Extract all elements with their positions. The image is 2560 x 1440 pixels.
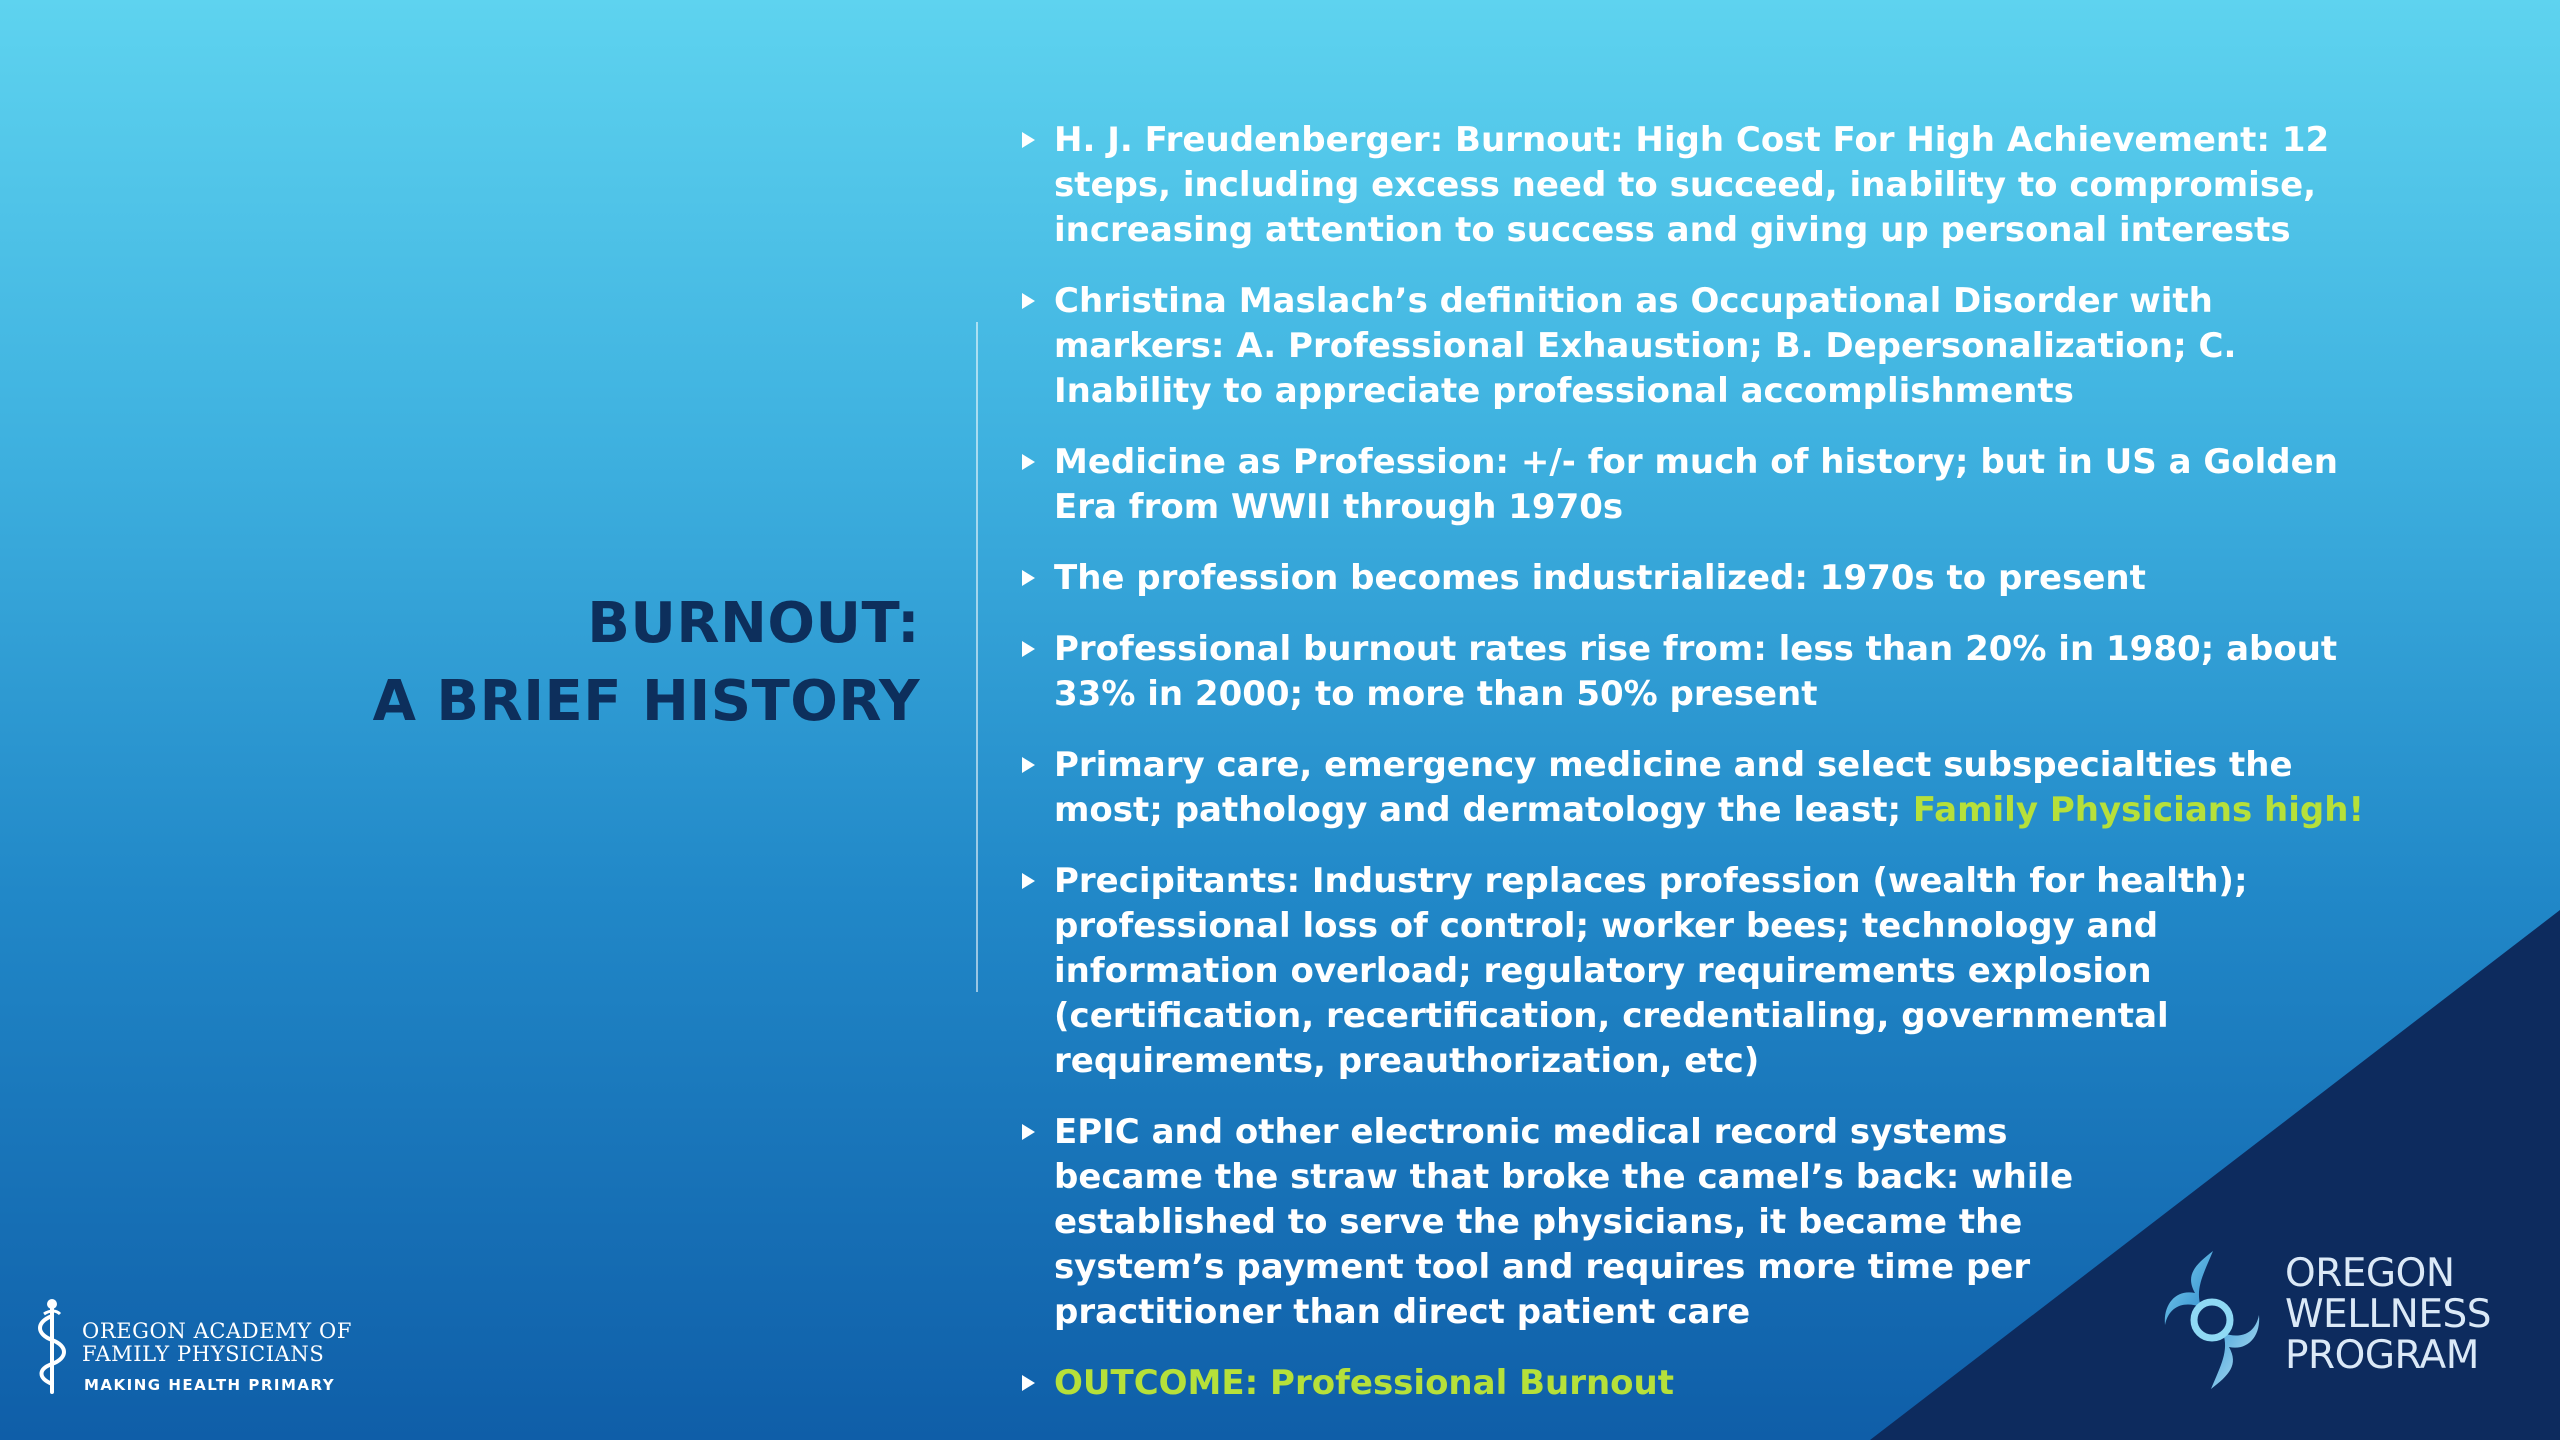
- triangle-bullet-icon: [1022, 873, 1035, 889]
- bullet-text: EPIC and other electronic medical record systems became the straw that broke the camel’s back: while established to serve the physicians, it became the system’s payment tool and requires more time per practitioner than direct patient care: [1054, 1112, 2074, 1332]
- owp-logo: [2155, 1245, 2535, 1395]
- bullet-item: [1018, 279, 2378, 414]
- owp-name-line-3: PROGRAM: [2285, 1333, 2479, 1378]
- triangle-bullet-icon: [1022, 757, 1035, 773]
- owp-name: [2285, 1253, 2491, 1376]
- bullet-item: [1018, 859, 2378, 1084]
- bullet-highlight: Family Physicians high!: [1912, 790, 2364, 830]
- bullet-text: The profession becomes industrialized: 1970s to present: [1054, 558, 2146, 598]
- oafp-name-line-2: FAMILY PHYSICIANS: [82, 1342, 325, 1366]
- oafp-tagline: MAKING HEALTH PRIMARY: [84, 1376, 336, 1394]
- triangle-bullet-icon: [1022, 641, 1035, 657]
- bullet-item: [1018, 627, 2378, 717]
- oafp-name-line-1: OREGON ACADEMY OF: [82, 1319, 352, 1343]
- bullet-text: H. J. Freudenberger: Burnout: High Cost For High Achievement: 12 steps, including excess need to succeed, inability to compromise, increasing attention to success and giving up personal interests: [1054, 120, 2330, 250]
- bullet-text: Christina Maslach’s definition as Occupational Disorder with markers: A. Professional Exhaustion; B. Depersonalization; C. Inability to appreciate professional accomplishments: [1054, 281, 2237, 411]
- slide-title: [373, 585, 920, 741]
- oafp-name: [82, 1320, 352, 1366]
- bullet-text: Medicine as Profession: +/- for much of history; but in US a Golden Era from WWII through 1970s: [1054, 442, 2338, 527]
- wellness-swirl-icon: [2155, 1245, 2270, 1395]
- bullet-item: [1018, 440, 2378, 530]
- bullet-item: [1018, 118, 2378, 253]
- bullet-list: [1018, 118, 2378, 1432]
- outcome-text: OUTCOME: Professional Burnout: [1054, 1363, 1674, 1403]
- triangle-bullet-icon: [1022, 132, 1035, 148]
- oafp-logo: [30, 1296, 352, 1396]
- divider-line: [976, 322, 978, 992]
- triangle-bullet-icon: [1022, 570, 1035, 586]
- title-line-1: BURNOUT:: [587, 591, 920, 656]
- bullet-item: [1018, 743, 2378, 833]
- title-line-2: A BRIEF HISTORY: [372, 669, 920, 734]
- owp-name-line-1: OREGON: [2285, 1251, 2455, 1296]
- owp-name-line-2: WELLNESS: [2285, 1292, 2491, 1337]
- triangle-bullet-icon: [1022, 1124, 1035, 1140]
- triangle-bullet-icon: [1022, 1375, 1035, 1391]
- caduceus-icon: [30, 1296, 74, 1396]
- bullet-item: [1018, 556, 2378, 601]
- bullet-text: Precipitants: Industry replaces profession (wealth for health); professional loss of control; worker bees; technology and information overload; regulatory requirements explosion (certification, recertification, credentialing, governmental requirements, preauthorization, etc): [1054, 861, 2248, 1081]
- bullet-text: Primary care, emergency medicine and select subspecialties the most; pathology and dermatology the least;: [1054, 745, 2293, 830]
- triangle-bullet-icon: [1022, 454, 1035, 470]
- bullet-text: Professional burnout rates rise from: less than 20% in 1980; about 33% in 2000; to more than 50% present: [1054, 629, 2338, 714]
- triangle-bullet-icon: [1022, 293, 1035, 309]
